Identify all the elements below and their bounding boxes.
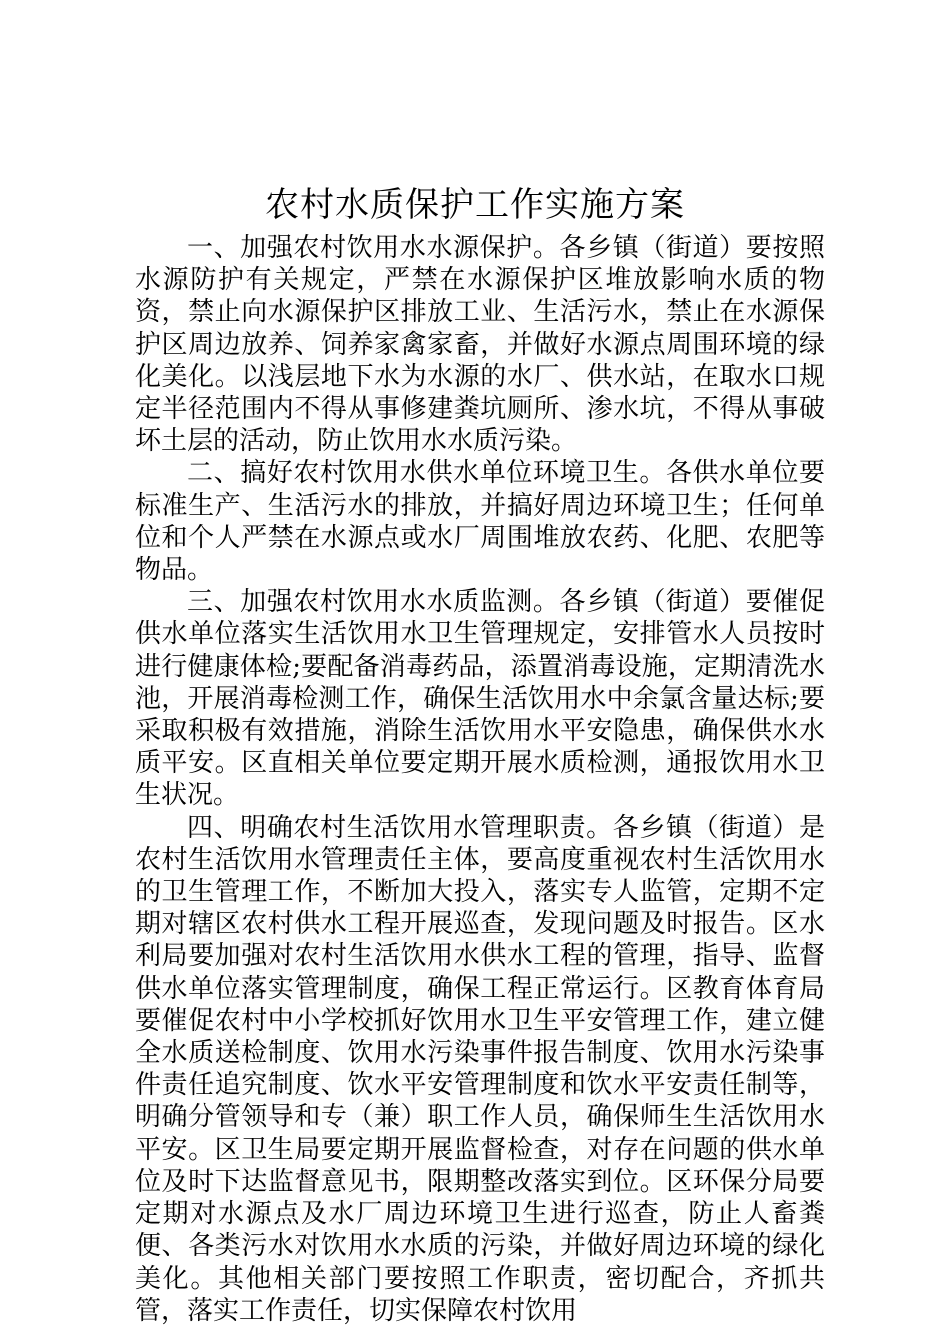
document-body [135, 232, 825, 1327]
paragraph-water-quality-monitoring: 三、加强农村饮用水水质监测。各乡镇（街道）要催促供水单位落实生活饮用水卫生管理规定，安排管水人员按时进行健康体检;要配备消毒药品，添置消毒设施，定期清洗水池，开展消毒检测工作，确保生活饮用水中余氯含量达标;要采取积极有效措施，消除生活饮用水平安隐患，确保供水水质平安。区直相关单位要定期开展水质检测，通报饮用水卫生状况。 [135, 587, 825, 811]
paragraph-management-responsibilities: 四、明确农村生活饮用水管理职责。各乡镇（街道）是农村生活饮用水管理责任主体，要高度重视农村生活饮用水的卫生管理工作，不断加大投入，落实专人监管，定期不定期对辖区农村供水工程开展巡查，发现问题及时报告。区水利局要加强对农村生活饮用水供水工程的管理，指导、监督供水单位落实管理制度，确保工程正常运行。区教育体育局要催促农村中小学校抓好饮用水卫生平安管理工作，建立健全水质送检制度、饮用水污染事件报告制度、饮用水污染事件责任追究制度、饮水平安管理制度和饮水平安责任制等，明确分管领导和专（兼）职工作人员，确保师生生活饮用水平安。区卫生局要定期开展监督检查，对存在问题的供水单位及时下达监督意见书，限期整改落实到位。区环保分局要定期对水源点及水厂周边环境卫生进行巡查，防止人畜粪便、各类污水对饮用水水质的污染，并做好周边环境的绿化美化。其他相关部门要按照工作职责，密切配合，齐抓共管，落实工作责任，切实保障农村饮用 [135, 812, 825, 1326]
paragraph-water-source-protection: 一、加强农村饮用水水源保护。各乡镇（街道）要按照水源防护有关规定，严禁在水源保护区堆放影响水质的物资，禁止向水源保护区排放工业、生活污水，禁止在水源保护区周边放养、饲养家禽家畜，并做好水源点周围环境的绿化美化。以浅层地下水为水源的水厂、供水站，在取水口规定半径范围内不得从事修建粪坑厕所、渗水坑，不得从事破坏土层的活动，防止饮用水水质污染。 [135, 233, 825, 457]
document-title: 农村水质保护工作实施方案 [265, 185, 685, 225]
paragraph-supply-unit-hygiene: 二、搞好农村饮用水供水单位环境卫生。各供水单位要标准生产、生活污水的排放，并搞好周边环境卫生；任何单位和个人严禁在水源点或水厂周围堆放农药、化肥、农肥等物品。 [135, 458, 825, 586]
